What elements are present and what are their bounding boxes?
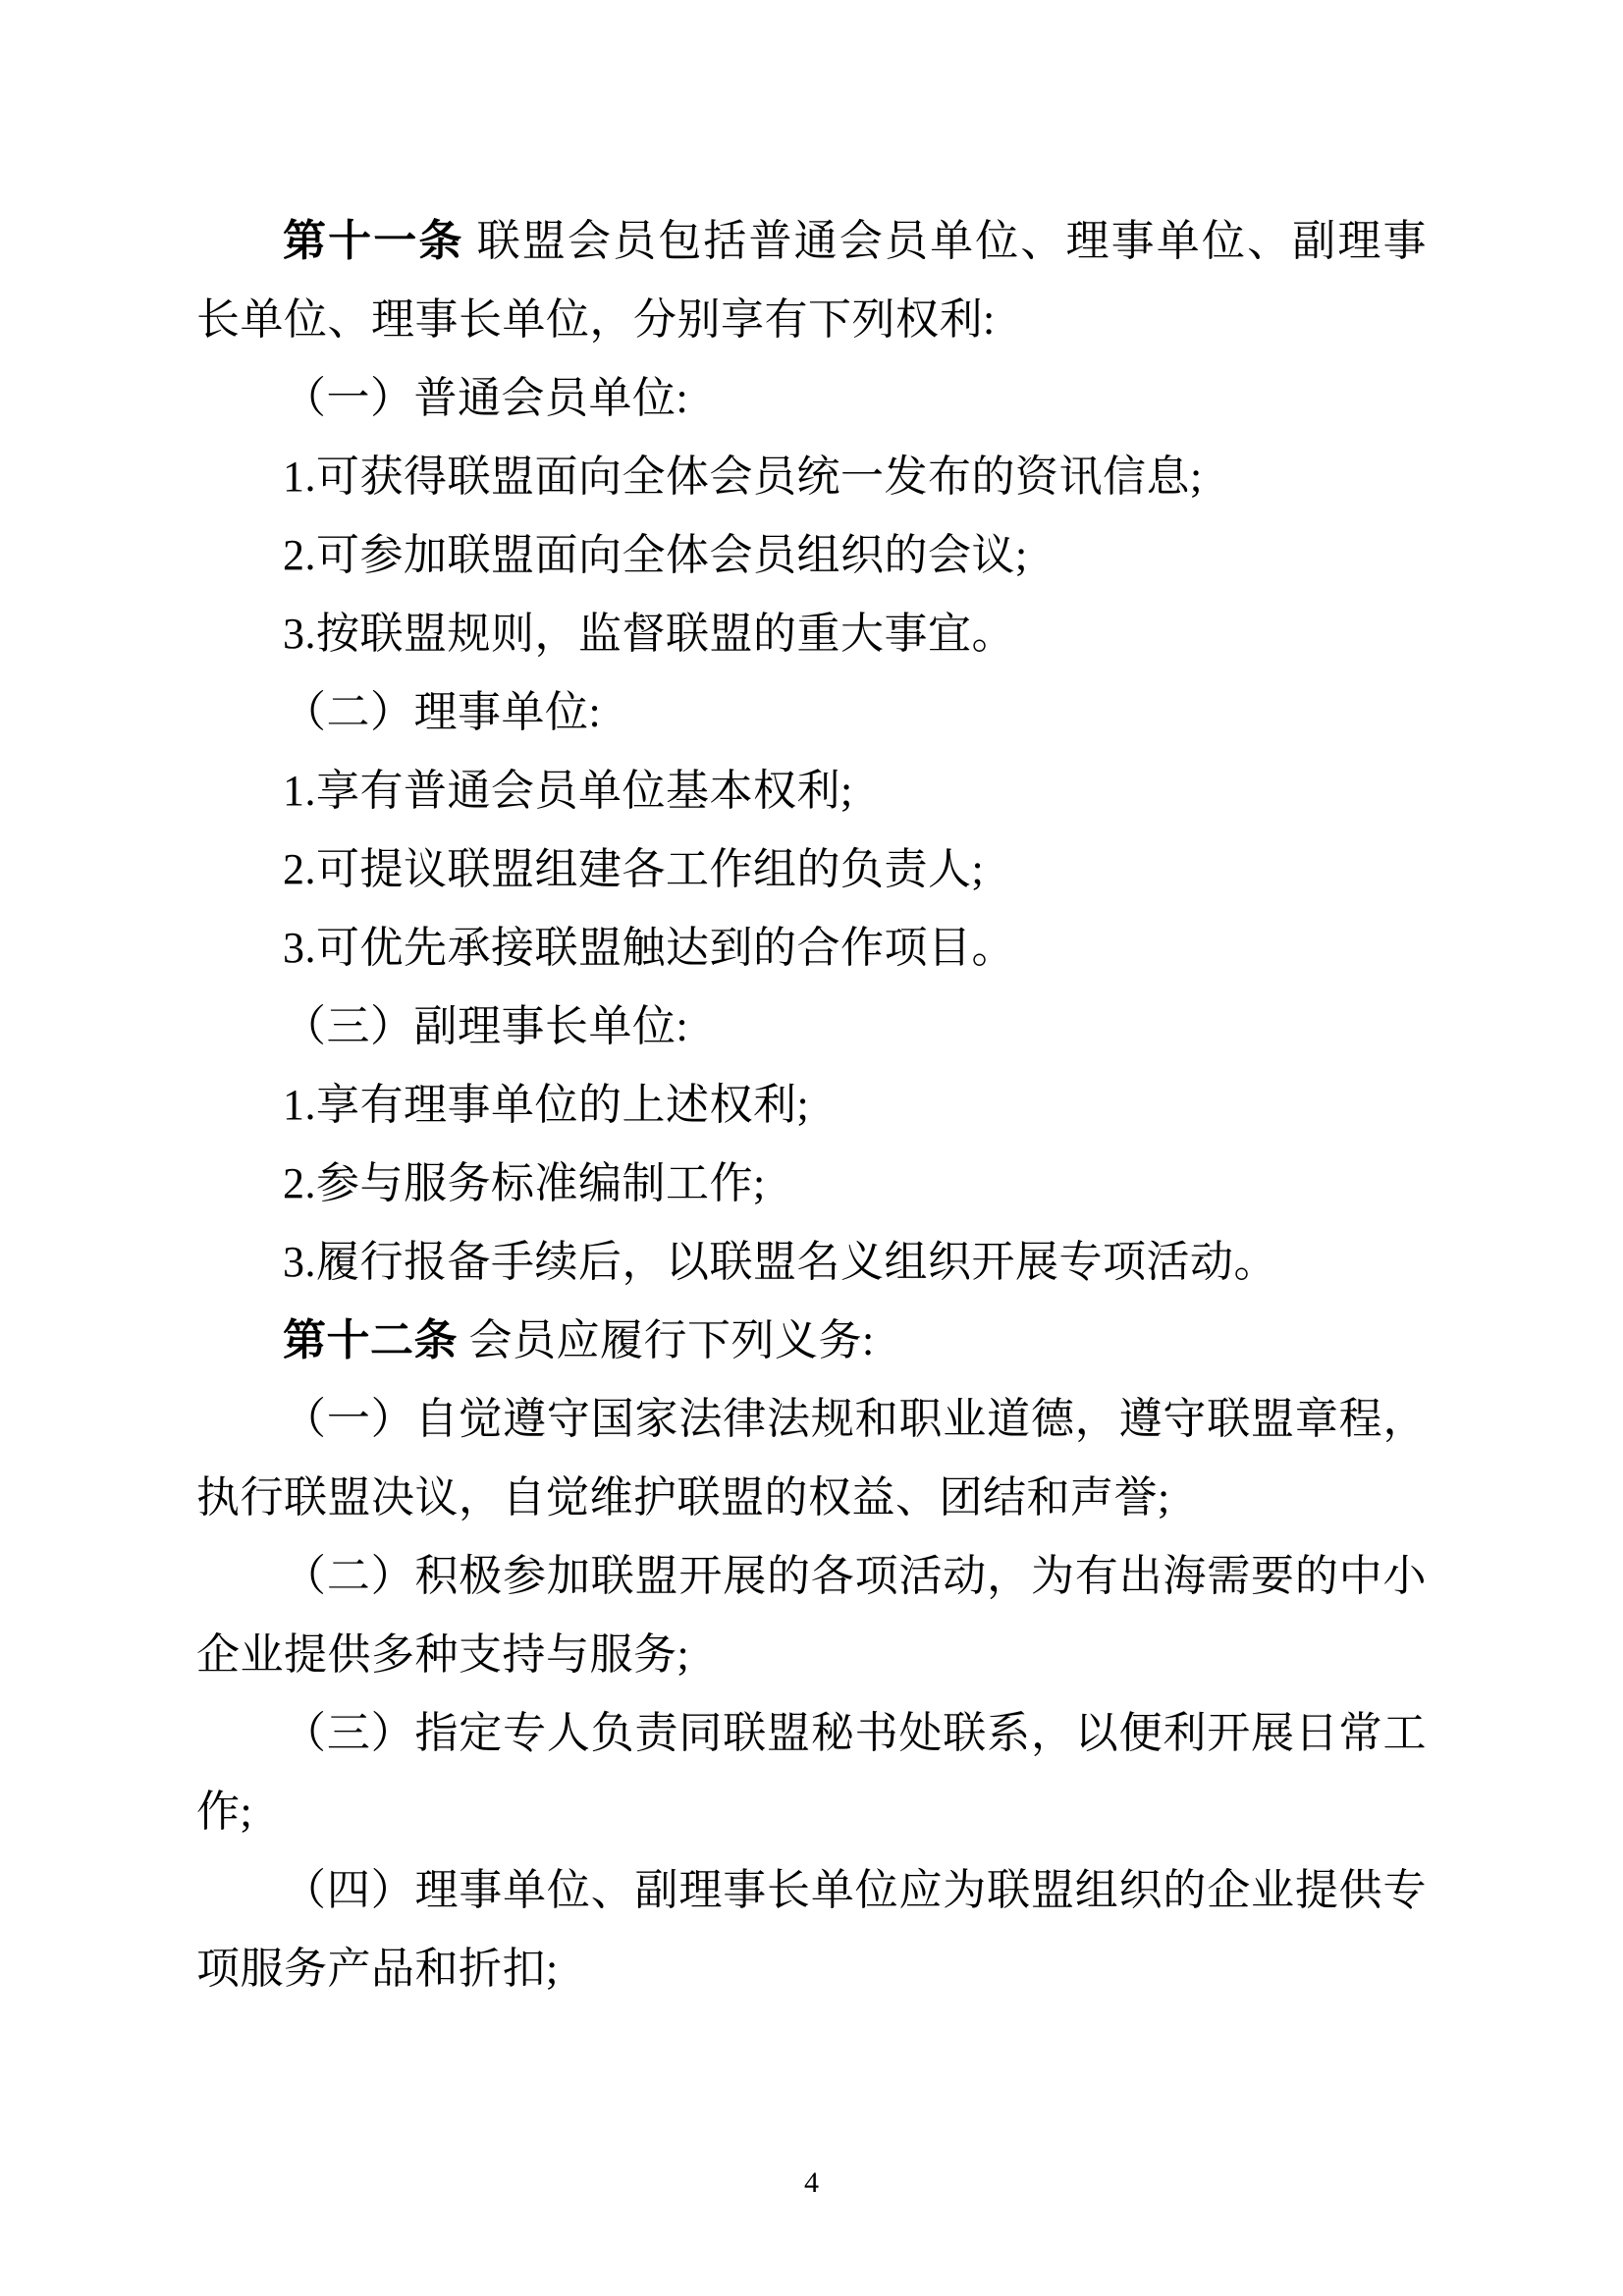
line-text: 1.可获得联盟面向全体会员统一发布的资讯信息; [283, 453, 1203, 501]
line-text: 2.参与服务标准编制工作; [283, 1159, 766, 1207]
paragraph-line [196, 1773, 1427, 1851]
paragraph-line [196, 1223, 1427, 1302]
line-text: 长单位、理事长单位，分别享有下列权利: [196, 295, 996, 344]
page-footer [0, 2163, 1623, 2203]
line-text: 3.履行报备手续后，以联盟名义组织开展专项活动。 [283, 1238, 1277, 1286]
paragraph-line [196, 595, 1427, 673]
line-text: （二）理事单位: [283, 688, 602, 736]
paragraph-line [196, 281, 1427, 359]
line-text: （四）理事单位、副理事长单位应为联盟组织的企业提供专 [283, 1866, 1427, 1914]
paragraph-line [196, 1145, 1427, 1223]
line-text: （三）指定专人负责同联盟秘书处联系，以便利开展日常工 [283, 1709, 1427, 1757]
line-text: 作; [196, 1788, 253, 1836]
paragraph-line [196, 1616, 1427, 1694]
paragraph-line [196, 909, 1427, 988]
paragraph-line [196, 1930, 1427, 2008]
paragraph-line [196, 1851, 1427, 1930]
line-text: 2.可参加联盟面向全体会员组织的会议; [283, 531, 1028, 579]
paragraph-line [196, 359, 1427, 438]
line-text: 3.可优先承接联盟触达到的合作项目。 [283, 924, 1015, 972]
line-text: 1.享有理事单位的上述权利; [283, 1081, 810, 1129]
paragraph-line [196, 1694, 1427, 1773]
paragraph-line [196, 516, 1427, 595]
article-12-heading: 第十二条 [283, 1316, 458, 1364]
line-text: 会员应履行下列义务: [458, 1316, 875, 1364]
paragraph-line [196, 673, 1427, 752]
line-text: 联盟会员包括普通会员单位、理事单位、副理事 [463, 217, 1428, 265]
line-text: 3.按联盟规则，监督联盟的重大事宜。 [283, 610, 1015, 658]
line-text: 企业提供多种支持与服务; [196, 1630, 690, 1679]
paragraph-line [196, 1459, 1427, 1537]
paragraph-line [196, 1537, 1427, 1616]
document-body [196, 202, 1427, 2008]
line-text: （二）积极参加联盟开展的各项活动，为有出海需要的中小 [283, 1552, 1427, 1600]
paragraph-line [196, 202, 1427, 281]
line-text: 2.可提议联盟组建各工作组的负责人; [283, 845, 985, 893]
line-text: 执行联盟决议，自觉维护联盟的权益、团结和声誉; [196, 1473, 1170, 1522]
paragraph-line [196, 1066, 1427, 1145]
paragraph-line [196, 752, 1427, 830]
paragraph-line [196, 830, 1427, 909]
line-text: 项服务产品和折扣; [196, 1945, 559, 1993]
line-text: 1.享有普通会员单位基本权利; [283, 767, 853, 815]
paragraph-line [196, 1380, 1427, 1459]
article-11-heading: 第十一条 [283, 217, 464, 265]
line-text: （一）自觉遵守国家法律法规和职业道德，遵守联盟章程， [283, 1395, 1427, 1443]
paragraph-line [196, 1302, 1427, 1380]
page-number: 4 [804, 2166, 819, 2199]
line-text: （一）普通会员单位: [283, 374, 689, 422]
line-text: （三）副理事长单位: [283, 1002, 689, 1050]
paragraph-line [196, 988, 1427, 1066]
paragraph-line [196, 438, 1427, 516]
